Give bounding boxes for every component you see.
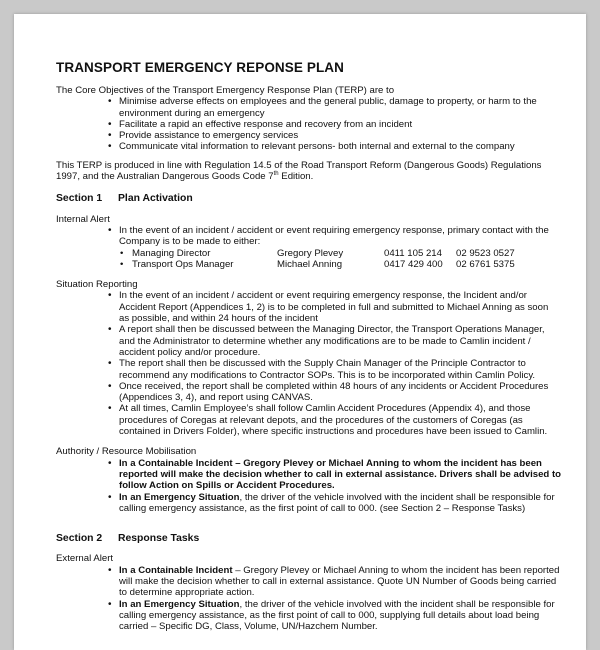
document-page [14, 14, 586, 650]
list-item [56, 565, 561, 599]
list-item: • In the event of an incident / accident or event requiring emergency response, primary contact with the Company is to be made to either: [56, 225, 561, 248]
contact-row [119, 248, 561, 259]
item-text: – Gregory Plevey or Michael Anning to whom the incident has been reported will make the decision whether to call in external assistance. Drivers shall be advised to follow Action on Spills or Accident Procedures. [119, 457, 562, 492]
list-item: • At all times, Camlin Employee’s shall follow Camlin Accident Procedures (Appendix 4), and those procedures of Coregas at relevant depots, and the procedures of the customers of Coregas (as contained in Drivers Folder), where specific instructions and procedures have been issued to Camlin. [56, 403, 561, 437]
contact-phone: 02 6761 5375 [456, 258, 515, 270]
list-item: • Communicate vital information to relevant persons- both internal and external to the company [56, 141, 561, 152]
contact-mobile: 0411 105 214 [384, 247, 442, 259]
item-text: – Gregory Plevey or Michael Anning to whom the incident has been reported will make the decision whether to call in external assistance. Quote UN Number of Goods being carried to determine appropriate action. [119, 564, 560, 599]
intro-text: The Core Objectives of the Transport Emergency Response Plan (TERP) are to [56, 85, 395, 96]
situation-reporting-list [56, 290, 561, 437]
list-item: • Once received, the report shall be completed within 48 hours of any incidents or Accident Procedures (Appendices 3, 4), and report using CANVAS. [56, 381, 561, 404]
list-item: • The report shall then be discussed with the Supply Chain Manager of the Principle Contractor to recommend any modifications to Contractor SOPs. This is to be incorporated within Camlin Policy. [56, 358, 561, 381]
item-text: , the driver of the vehicle involved with the incident shall be responsible for calling emergency assistance, as the first point of call to 000, supplying full details about load being carried – Specific DG, Class, Volume, UN/Hazchem Number. [119, 598, 555, 633]
bold-lead: In a Containable Incident [119, 564, 233, 576]
subheading-authority: Authority / Resource Mobilisation [56, 446, 197, 458]
section-title: Response Tasks [118, 533, 200, 545]
objectives-list [56, 96, 561, 152]
item-text: , the driver of the vehicle involved with the incident shall be responsible for calling emergency assistance, as the first point of call to 000. (see Section 2 – Response Tasks) [119, 491, 555, 514]
regulation-superscript: th [273, 170, 279, 177]
contact-mobile: 0417 429 400 [384, 258, 443, 270]
bold-lead: In an Emergency Situation [119, 491, 240, 503]
list-item: • Provide assistance to emergency services [56, 130, 561, 141]
contact-row [119, 259, 561, 270]
bold-lead: In an Emergency Situation [119, 598, 240, 610]
internal-alert-list [56, 225, 561, 248]
document-title: TRANSPORT EMERGENCY REPONSE PLAN [56, 60, 344, 75]
document-content [56, 60, 561, 632]
list-item [56, 492, 561, 515]
list-item: • Minimise adverse effects on employees and the general public, damage to property, or harm to the environment during an emergency [56, 96, 561, 119]
subheading-internal-alert: Internal Alert [56, 213, 110, 225]
regulation-paragraph [56, 160, 561, 183]
list-item: • Facilitate a rapid an effective response and recovery from an incident [56, 119, 561, 130]
section-1-heading [56, 193, 561, 204]
contact-role: • Managing Director [119, 248, 277, 259]
contact-role: • Transport Ops Manager [119, 259, 277, 270]
subheading-external-alert: External Alert [56, 553, 114, 565]
regulation-text: This TERP is produced in line with Regulation 14.5 of the Road Transport Reform (Dangerous Goods) Regulations 1997, and the Australian Dangerous Goods Code 7 [56, 159, 542, 183]
contact-phone: 02 9523 0527 [456, 247, 515, 259]
contact-name: Gregory Plevey [277, 247, 344, 259]
list-item [56, 458, 561, 492]
bold-lead: In a Containable Incident [119, 457, 233, 469]
external-alert-list [56, 565, 561, 633]
subheading-situation-reporting: Situation Reporting [56, 279, 138, 291]
section-number: Section 2 [56, 533, 103, 545]
regulation-end: Edition. [278, 171, 314, 183]
contact-name: Michael Anning [277, 258, 343, 270]
section-number: Section 1 [56, 193, 103, 205]
list-item [56, 599, 561, 633]
section-title: Plan Activation [118, 193, 193, 205]
section-2-heading [56, 533, 561, 544]
authority-list [56, 458, 561, 514]
contacts-table [119, 248, 561, 271]
list-item: • A report shall then be discussed between the Managing Director, the Transport Operations Manager, and the Administrator to determine whether any modifications are to be made to Camlin incident / accident policy and/or procedure. [56, 324, 561, 358]
list-item: • In the event of an incident / accident or event requiring emergency response, the Incident and/or Accident Report (Appendices 1, 2) is to be completed in full and submitted to Michael Anning as soon as possible, and within 24 hours of the incident [56, 290, 561, 324]
